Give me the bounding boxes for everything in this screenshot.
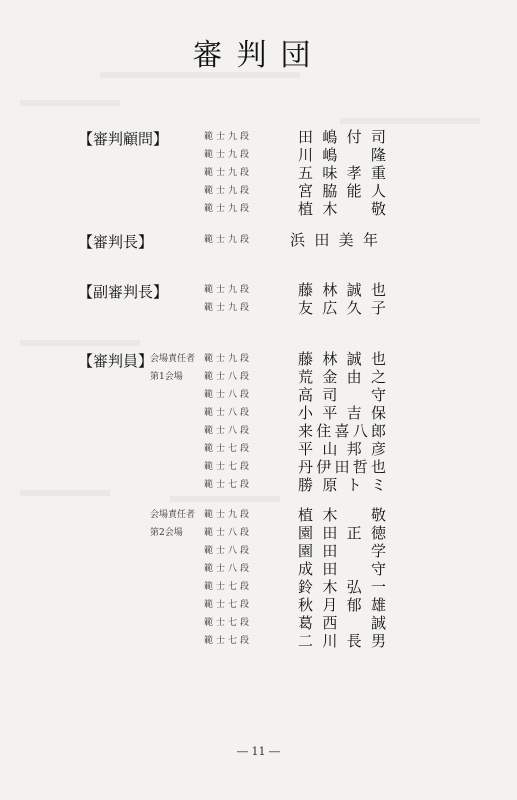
list-item (0, 614, 517, 632)
member-name: 荒金由之 (298, 368, 386, 386)
rank-label: 範士八段 (204, 372, 253, 382)
member-name: 藤林誠也 (298, 350, 386, 368)
member-name: 五味孝重 (298, 164, 386, 182)
list-item (0, 281, 517, 299)
rank-label: 範士八段 (204, 564, 253, 574)
venue-label: 第1会場 (150, 372, 183, 382)
section-label-deputy-chief: 【副審判長】 (78, 283, 169, 301)
rank-label: 範士七段 (204, 462, 253, 472)
page-title: 審判団 (192, 38, 325, 73)
list-item (0, 458, 517, 476)
bleed-through (340, 118, 480, 124)
rank-label: 範士七段 (204, 582, 253, 592)
rank-label: 範士九段 (204, 510, 253, 520)
rank-label: 範士七段 (204, 618, 253, 628)
list-item (0, 350, 517, 368)
rank-label: 範士九段 (204, 168, 253, 178)
venue-label: 第2会場 (150, 528, 183, 538)
member-name: 川嶋 隆 (298, 146, 386, 164)
bleed-through (20, 100, 120, 106)
list-item (0, 404, 517, 422)
list-item (0, 560, 517, 578)
list-item (0, 146, 517, 164)
list-item (0, 200, 517, 218)
member-name: 成田 守 (298, 560, 386, 578)
page-number: ― 11 ― (237, 745, 280, 758)
rank-label: 範士七段 (204, 600, 253, 610)
venue-label: 会場責任者 (150, 510, 196, 520)
member-name: 勝原トミ (298, 476, 386, 494)
member-name: 園田 学 (298, 542, 386, 560)
rank-label: 範士九段 (204, 186, 253, 196)
rank-label: 範士八段 (204, 528, 253, 538)
venue-label: 会場責任者 (150, 354, 196, 364)
list-item (0, 542, 517, 560)
list-item (0, 422, 517, 440)
bleed-through (20, 340, 140, 346)
member-name: 園田正徳 (298, 524, 386, 542)
list-item (0, 440, 517, 458)
member-name: 友広久子 (298, 299, 386, 317)
member-name: 葛西 誠 (298, 614, 386, 632)
member-name: 丹伊田哲也 (298, 458, 386, 476)
section-label-judges: 【審判員】 (78, 352, 154, 370)
member-name: 高司 守 (298, 386, 386, 404)
section-label-advisors: 【審判顧問】 (78, 130, 169, 148)
rank-label: 範士七段 (204, 480, 253, 490)
member-name: 田嶋付司 (298, 128, 386, 146)
member-name: 藤林誠也 (298, 281, 386, 299)
member-name: 秋月郁雄 (298, 596, 386, 614)
member-name: 平山邦彦 (298, 440, 386, 458)
rank-label: 範士九段 (204, 285, 253, 295)
rank-label: 範士九段 (204, 303, 253, 313)
rank-label: 範士八段 (204, 408, 253, 418)
rank-label: 範士九段 (204, 150, 253, 160)
list-item (0, 231, 517, 249)
rank-label: 範士七段 (204, 444, 253, 454)
list-item (0, 506, 517, 524)
member-name: 二川長男 (298, 632, 386, 650)
list-item (0, 128, 517, 146)
section-label-chief-judge: 【審判長】 (78, 233, 154, 251)
member-name: 植木 敬 (298, 200, 386, 218)
member-name: 浜田美年 (290, 231, 378, 249)
list-item (0, 368, 517, 386)
bleed-through (170, 496, 280, 502)
list-item (0, 164, 517, 182)
list-item (0, 596, 517, 614)
member-name: 宮脇能人 (298, 182, 386, 200)
list-item (0, 386, 517, 404)
rank-label: 範士八段 (204, 390, 253, 400)
rank-label: 範士九段 (204, 354, 253, 364)
rank-label: 範士九段 (204, 204, 253, 214)
list-item (0, 632, 517, 650)
member-name: 鈴木弘一 (298, 578, 386, 596)
member-name: 小平吉保 (298, 404, 386, 422)
list-item (0, 182, 517, 200)
list-item (0, 299, 517, 317)
member-name: 植木 敬 (298, 506, 386, 524)
list-item (0, 578, 517, 596)
rank-label: 範士八段 (204, 546, 253, 556)
rank-label: 範士八段 (204, 426, 253, 436)
member-name: 来住喜八郎 (298, 422, 386, 440)
list-item (0, 524, 517, 542)
rank-label: 範士九段 (204, 235, 253, 245)
list-item (0, 476, 517, 494)
rank-label: 範士七段 (204, 636, 253, 646)
rank-label: 範士九段 (204, 132, 253, 142)
